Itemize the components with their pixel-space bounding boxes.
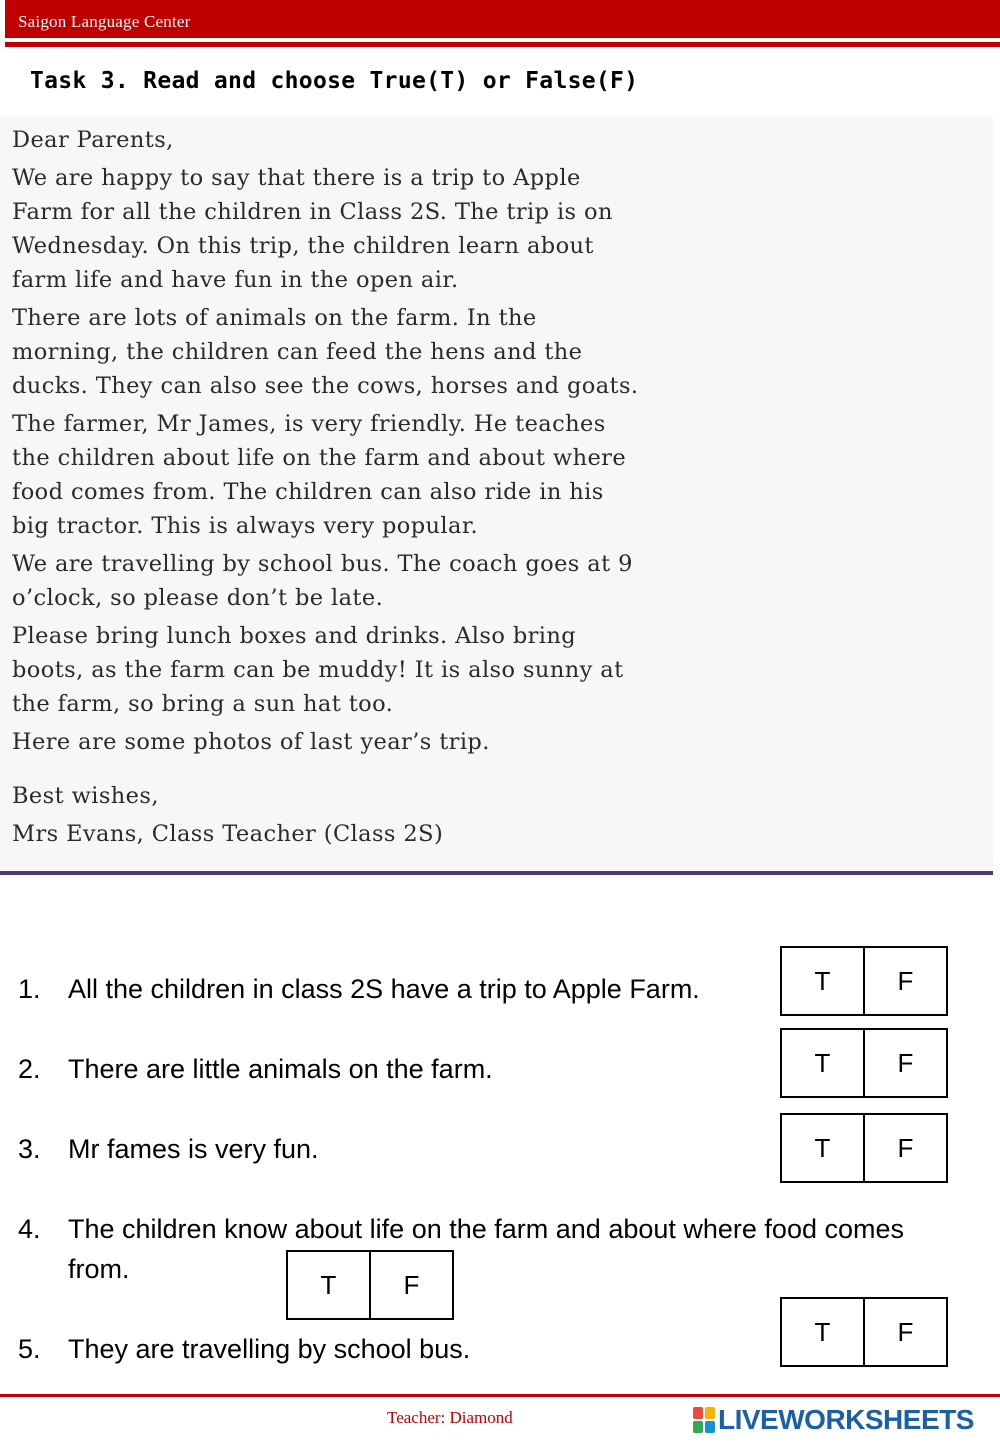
question-text: Mr fames is very fun. [68, 1134, 319, 1164]
letter-line: the farm, so bring a sun hat too. [12, 691, 394, 717]
false-option[interactable]: F [863, 948, 946, 1014]
false-option[interactable]: F [863, 1115, 946, 1181]
letter-line: farm life and have fun in the open air. [12, 267, 459, 293]
question-number: 5. [18, 1334, 41, 1364]
letter-closing: Best wishes, [12, 783, 159, 809]
question-text: All the children in class 2S have a trip to Apple Farm. [68, 974, 700, 1004]
letter-line: The farmer, Mr James, is very friendly. He teaches [12, 411, 606, 437]
task-title: Task 3. Read and choose True(T) or False(F) [30, 68, 639, 94]
letter-line: Farm for all the children in Class 2S. The trip is on [12, 199, 613, 225]
letter-line: o’clock, so please don’t be late. [12, 585, 384, 611]
true-option[interactable]: T [320, 1270, 337, 1300]
false-option[interactable]: F [863, 1030, 946, 1096]
header-divider [5, 42, 1000, 47]
letter-line: big tractor. This is always very popular. [12, 513, 479, 539]
reading-passage [0, 117, 993, 871]
letter-greeting: Dear Parents, [12, 127, 174, 153]
letter-line: We are travelling by school bus. The coach goes at 9 [12, 551, 633, 577]
letter-line: We are happy to say that there is a trip to Apple [12, 165, 581, 191]
question-number: 4. [18, 1214, 41, 1244]
letter-line: boots, as the farm can be muddy! It is also sunny at [12, 657, 624, 683]
answer-box-4 [286, 1250, 454, 1320]
answer-box-3 [780, 1113, 948, 1183]
footer-divider [0, 1394, 1000, 1397]
true-option[interactable]: T [814, 1048, 831, 1078]
false-option[interactable]: F [369, 1252, 452, 1318]
letter-line: There are lots of animals on the farm. In the [12, 305, 537, 331]
question-text: There are little animals on the farm. [68, 1054, 493, 1084]
letter-line: Wednesday. On this trip, the children learn about [12, 233, 594, 259]
false-option[interactable]: F [863, 1299, 946, 1365]
letter-signature: Mrs Evans, Class Teacher (Class 2S) [12, 821, 444, 847]
question-number: 2. [18, 1054, 41, 1084]
liveworksheets-logo-icon [693, 1407, 715, 1433]
footer-teacher: Teacher: Diamond [387, 1408, 513, 1427]
liveworksheets-brand[interactable] [693, 1404, 974, 1436]
question-number: 1. [18, 974, 41, 1004]
letter-line: food comes from. The children can also ride in his [12, 479, 604, 505]
letter-line: ducks. They can also see the cows, horses and goats. [12, 373, 639, 399]
answer-box-2 [780, 1028, 948, 1098]
letter-line: Here are some photos of last year’s trip. [12, 729, 490, 755]
true-option[interactable]: T [814, 1317, 831, 1347]
header-title: Saigon Language Center [18, 12, 191, 31]
letter-line: Please bring lunch boxes and drinks. Also bring [12, 623, 577, 649]
letter-line: morning, the children can feed the hens and the [12, 339, 583, 365]
answer-box-1 [780, 946, 948, 1016]
letter-line: the children about life on the farm and about where [12, 445, 627, 471]
question-text: The children know about life on the farm and about where food comes from. [68, 1214, 904, 1284]
question-number: 3. [18, 1134, 41, 1164]
question-text: They are travelling by school bus. [68, 1334, 471, 1364]
true-option[interactable]: T [814, 966, 831, 996]
true-option[interactable]: T [814, 1133, 831, 1163]
header-bar [5, 0, 1000, 38]
brand-name: LIVEWORKSHEETS [718, 1404, 974, 1435]
answer-box-5 [780, 1297, 948, 1367]
passage-bottom-rule [0, 871, 993, 875]
